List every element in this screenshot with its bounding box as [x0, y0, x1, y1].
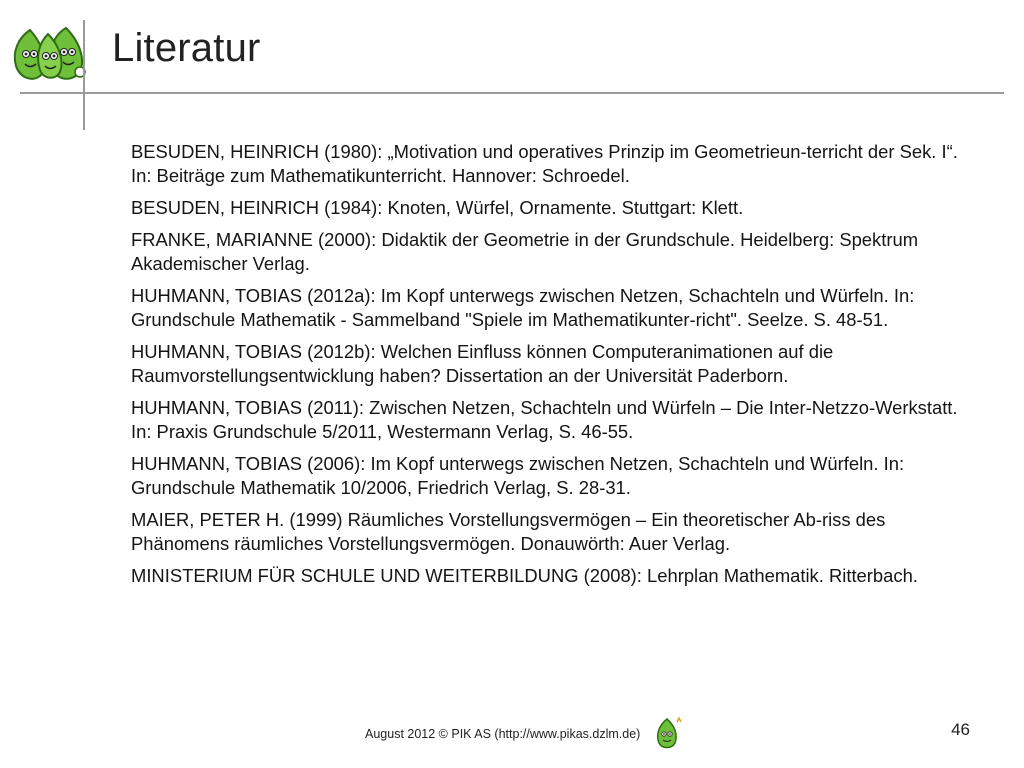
- reference-item: FRANKE, MARIANNE (2000): Didaktik der Geometrie in der Grundschule. Heidelberg: Spektrum Akademischer Verlag.: [131, 229, 919, 274]
- reference-item: HUHMANN, TOBIAS (2006): Im Kopf unterwegs zwischen Netzen, Schachteln und Würfeln. In: Grundschule Mathematik 10/2006, Friedrich Verlag, S. 28-31.: [131, 453, 905, 498]
- leaf-characters-icon: [10, 24, 88, 86]
- reference-item: BESUDEN, HEINRICH (1984): Knoten, Würfel, Ornamente. Stuttgart: Klett.: [131, 197, 744, 218]
- reference-item: HUHMANN, TOBIAS (2012a): Im Kopf unterwegs zwischen Netzen, Schachteln und Würfeln. In: Grundschule Mathematik - Sammelband "Spiele im Mathematikunter-richt". Seelze. S. 48-51.: [131, 285, 915, 330]
- page-number: 46: [951, 720, 970, 739]
- reference-item: HUHMANN, TOBIAS (2011): Zwischen Netzen, Schachteln und Würfeln – Die Inter-Netzzo-Werkstatt. In: Praxis Grundschule 5/2011, Westermann Verlag, S. 46-55.: [131, 397, 958, 442]
- reference-item: MINISTERIUM FÜR SCHULE UND WEITERBILDUNG (2008): Lehrplan Mathematik. Ritterbach.: [131, 565, 918, 586]
- reference-item: HUHMANN, TOBIAS (2012b): Welchen Einfluss können Computeranimationen auf die Raumvorstellungsentwicklung haben? Dissertation an der Universität Paderborn.: [131, 341, 834, 386]
- slide-title: Literatur: [112, 26, 261, 70]
- reference-item: BESUDEN, HEINRICH (1980): „Motivation und operatives Prinzip im Geometrieun-terricht der Sek. I“. In: Beiträge zum Mathematikunterricht. Hannover: Schroedel.: [131, 141, 958, 186]
- reference-list: [131, 140, 976, 596]
- leaf-character-icon: [653, 716, 685, 750]
- reference-item: MAIER, PETER H. (1999) Räumliches Vorstellungsvermögen – Ein theoretischer Ab-riss des Phänomens räumliches Vorstellungsvermögen. Donauwörth: Auer Verlag.: [131, 509, 886, 554]
- vertical-divider: [83, 20, 85, 130]
- horizontal-divider: [20, 92, 1004, 94]
- footer-copyright: August 2012 © PIK AS (http://www.pikas.dzlm.de): [365, 727, 641, 741]
